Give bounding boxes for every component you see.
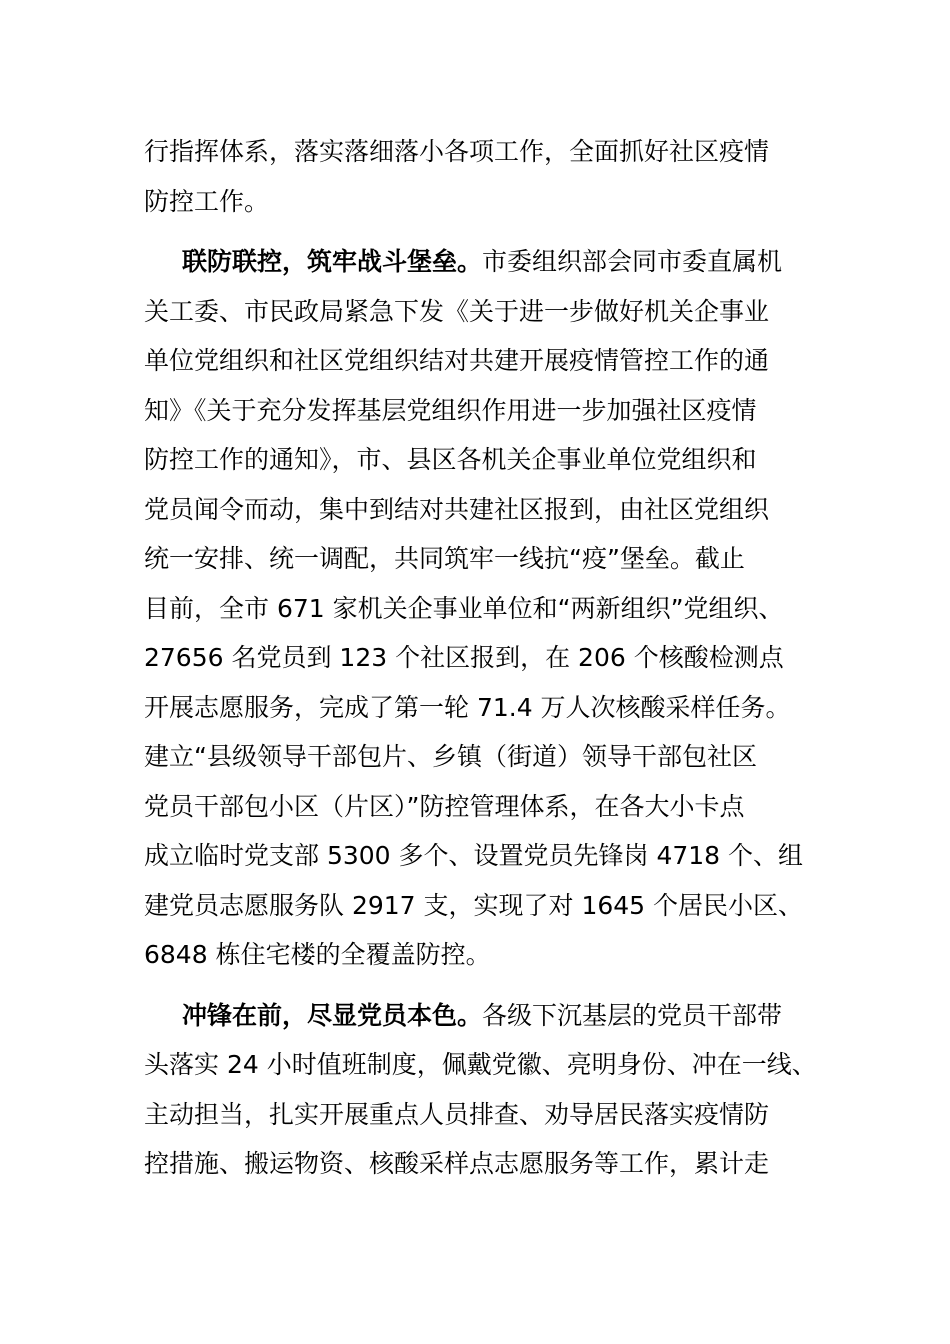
paragraph-3 (144, 991, 824, 1189)
paragraph-heading: 冲锋在前，尽显党员本色。 (182, 1000, 483, 1030)
text-line: 知》《关于充分发挥基层党组织作用进一步加强社区疫情 (144, 395, 757, 425)
text-line: 控措施、搬运物资、核酸采样点志愿服务等工作，累计走 (144, 1149, 770, 1178)
text-line: 统一安排、统一调配，共同筑牢一线抗“疫”堡垒。截止 (144, 544, 745, 573)
paragraph-1 (144, 127, 824, 226)
text-line: 单位党组织和社区党组织结对共建开展疫情管控工作的通 (144, 346, 770, 375)
text-line: 主动担当，扎实开展重点人员排查、劝导居民落实疫情防 (144, 1099, 770, 1129)
text-line (144, 237, 824, 287)
text-line: 目前，全市 671 家机关企事业单位和“两新组织”党组织、 (144, 593, 784, 623)
text-line: 关工委、市民政局紧急下发《关于进一步做好机关企事业 (144, 296, 770, 326)
text-line: 建立“县级领导干部包片、乡镇（街道）领导干部包社区 (144, 742, 757, 771)
text-line: 开展志愿服务，完成了第一轮 71.4 万人次核酸采样任务。 (144, 692, 791, 722)
document-body (144, 127, 824, 1189)
paragraph-2 (144, 237, 824, 980)
text-line: 成立临时党支部 5300 多个、设置党员先锋岗 4718 个、组 (144, 841, 804, 870)
text-line: 27656 名党员到 123 个社区报到，在 206 个核酸检测点 (144, 643, 784, 672)
paragraph-heading: 联防联控，筑牢战斗堡垒。 (182, 247, 483, 276)
paragraph-text: 市委组织部会同市委直属机 (482, 247, 783, 276)
text-line: 防控工作。 (144, 186, 270, 216)
text-line: 党员干部包小区（片区）”防控管理体系，在各大小卡点 (144, 791, 745, 821)
text-line: 6848 栋住宅楼的全覆盖防控。 (144, 940, 491, 969)
text-line: 防控工作的通知》，市、县区各机关企事业单位党组织和 (144, 445, 757, 474)
text-line: 建党员志愿服务队 2917 支，实现了对 1645 个居民小区、 (144, 890, 804, 920)
paragraph-text: 各级下沉基层的党员干部带 (482, 1000, 783, 1030)
text-line: 党员闻令而动，集中到结对共建社区报到，由社区党组织 (144, 494, 770, 524)
text-line: 头落实 24 小时值班制度，佩戴党徽、亮明身份、冲在一线、 (144, 1050, 817, 1079)
text-line (144, 991, 824, 1041)
text-line: 行指挥体系，落实落细落小各项工作，全面抓好社区疫情 (144, 137, 770, 166)
